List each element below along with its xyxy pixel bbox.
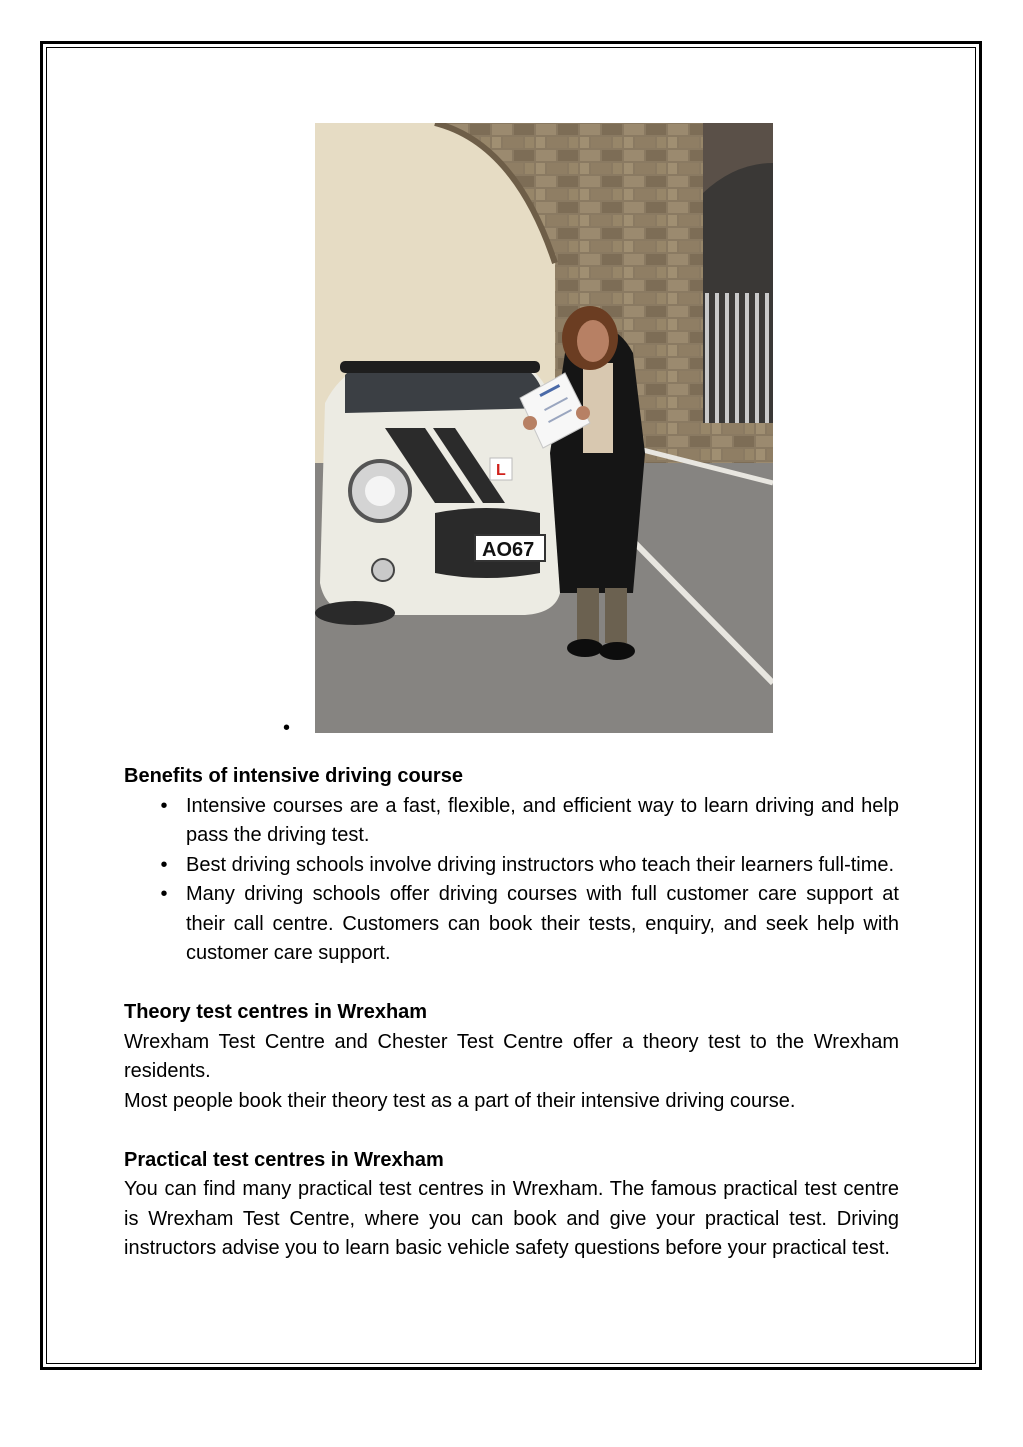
list-item — [124, 851, 899, 881]
theory-heading: Theory test centres in Wrexham — [124, 1001, 428, 1023]
theory-paragraph: Most people book their theory test as a part of their intensive driving course. — [124, 1089, 796, 1112]
list-item-text: Many driving schools offer driving courses with full customer care support at their call centre. Customers can book their tests, enquiry, and seek help with customer care support. — [186, 883, 899, 964]
list-item — [124, 880, 899, 969]
list-bullet: • — [160, 794, 168, 817]
practical-paragraph: You can find many practical test centres in Wrexham. The famous practical test centre is Wrexham Test Centre, where you can book and give your practical test. Driving instructors advise you to learn basic vehicle safety questions before your practical test. — [124, 1178, 899, 1259]
number-plate-text: AO67 — [482, 539, 535, 561]
section-spacer — [124, 969, 899, 999]
section-spacer — [124, 1116, 899, 1146]
article-body — [124, 762, 899, 1264]
practical-heading: Practical test centres in Wrexham — [124, 1148, 444, 1171]
theory-paragraph: Wrexham Test Centre and Chester Test Centre offer a theory test to the Wrexham residents. — [124, 1030, 899, 1082]
list-item — [124, 792, 899, 851]
benefits-list — [124, 792, 899, 969]
photo-list-bullet: • — [283, 717, 291, 739]
list-bullet: • — [160, 853, 168, 876]
benefits-heading: Benefits of intensive driving course — [124, 765, 463, 787]
list-bullet: • — [160, 883, 168, 905]
svg-text:L: L — [496, 462, 506, 479]
list-item-text: Intensive courses are a fast, flexible, and efficient way to learn driving and help pass the driving test. — [186, 794, 899, 846]
list-item-text: Best driving schools involve driving instructors who teach their learners full-time. — [186, 853, 895, 876]
learner-photo — [315, 123, 773, 733]
